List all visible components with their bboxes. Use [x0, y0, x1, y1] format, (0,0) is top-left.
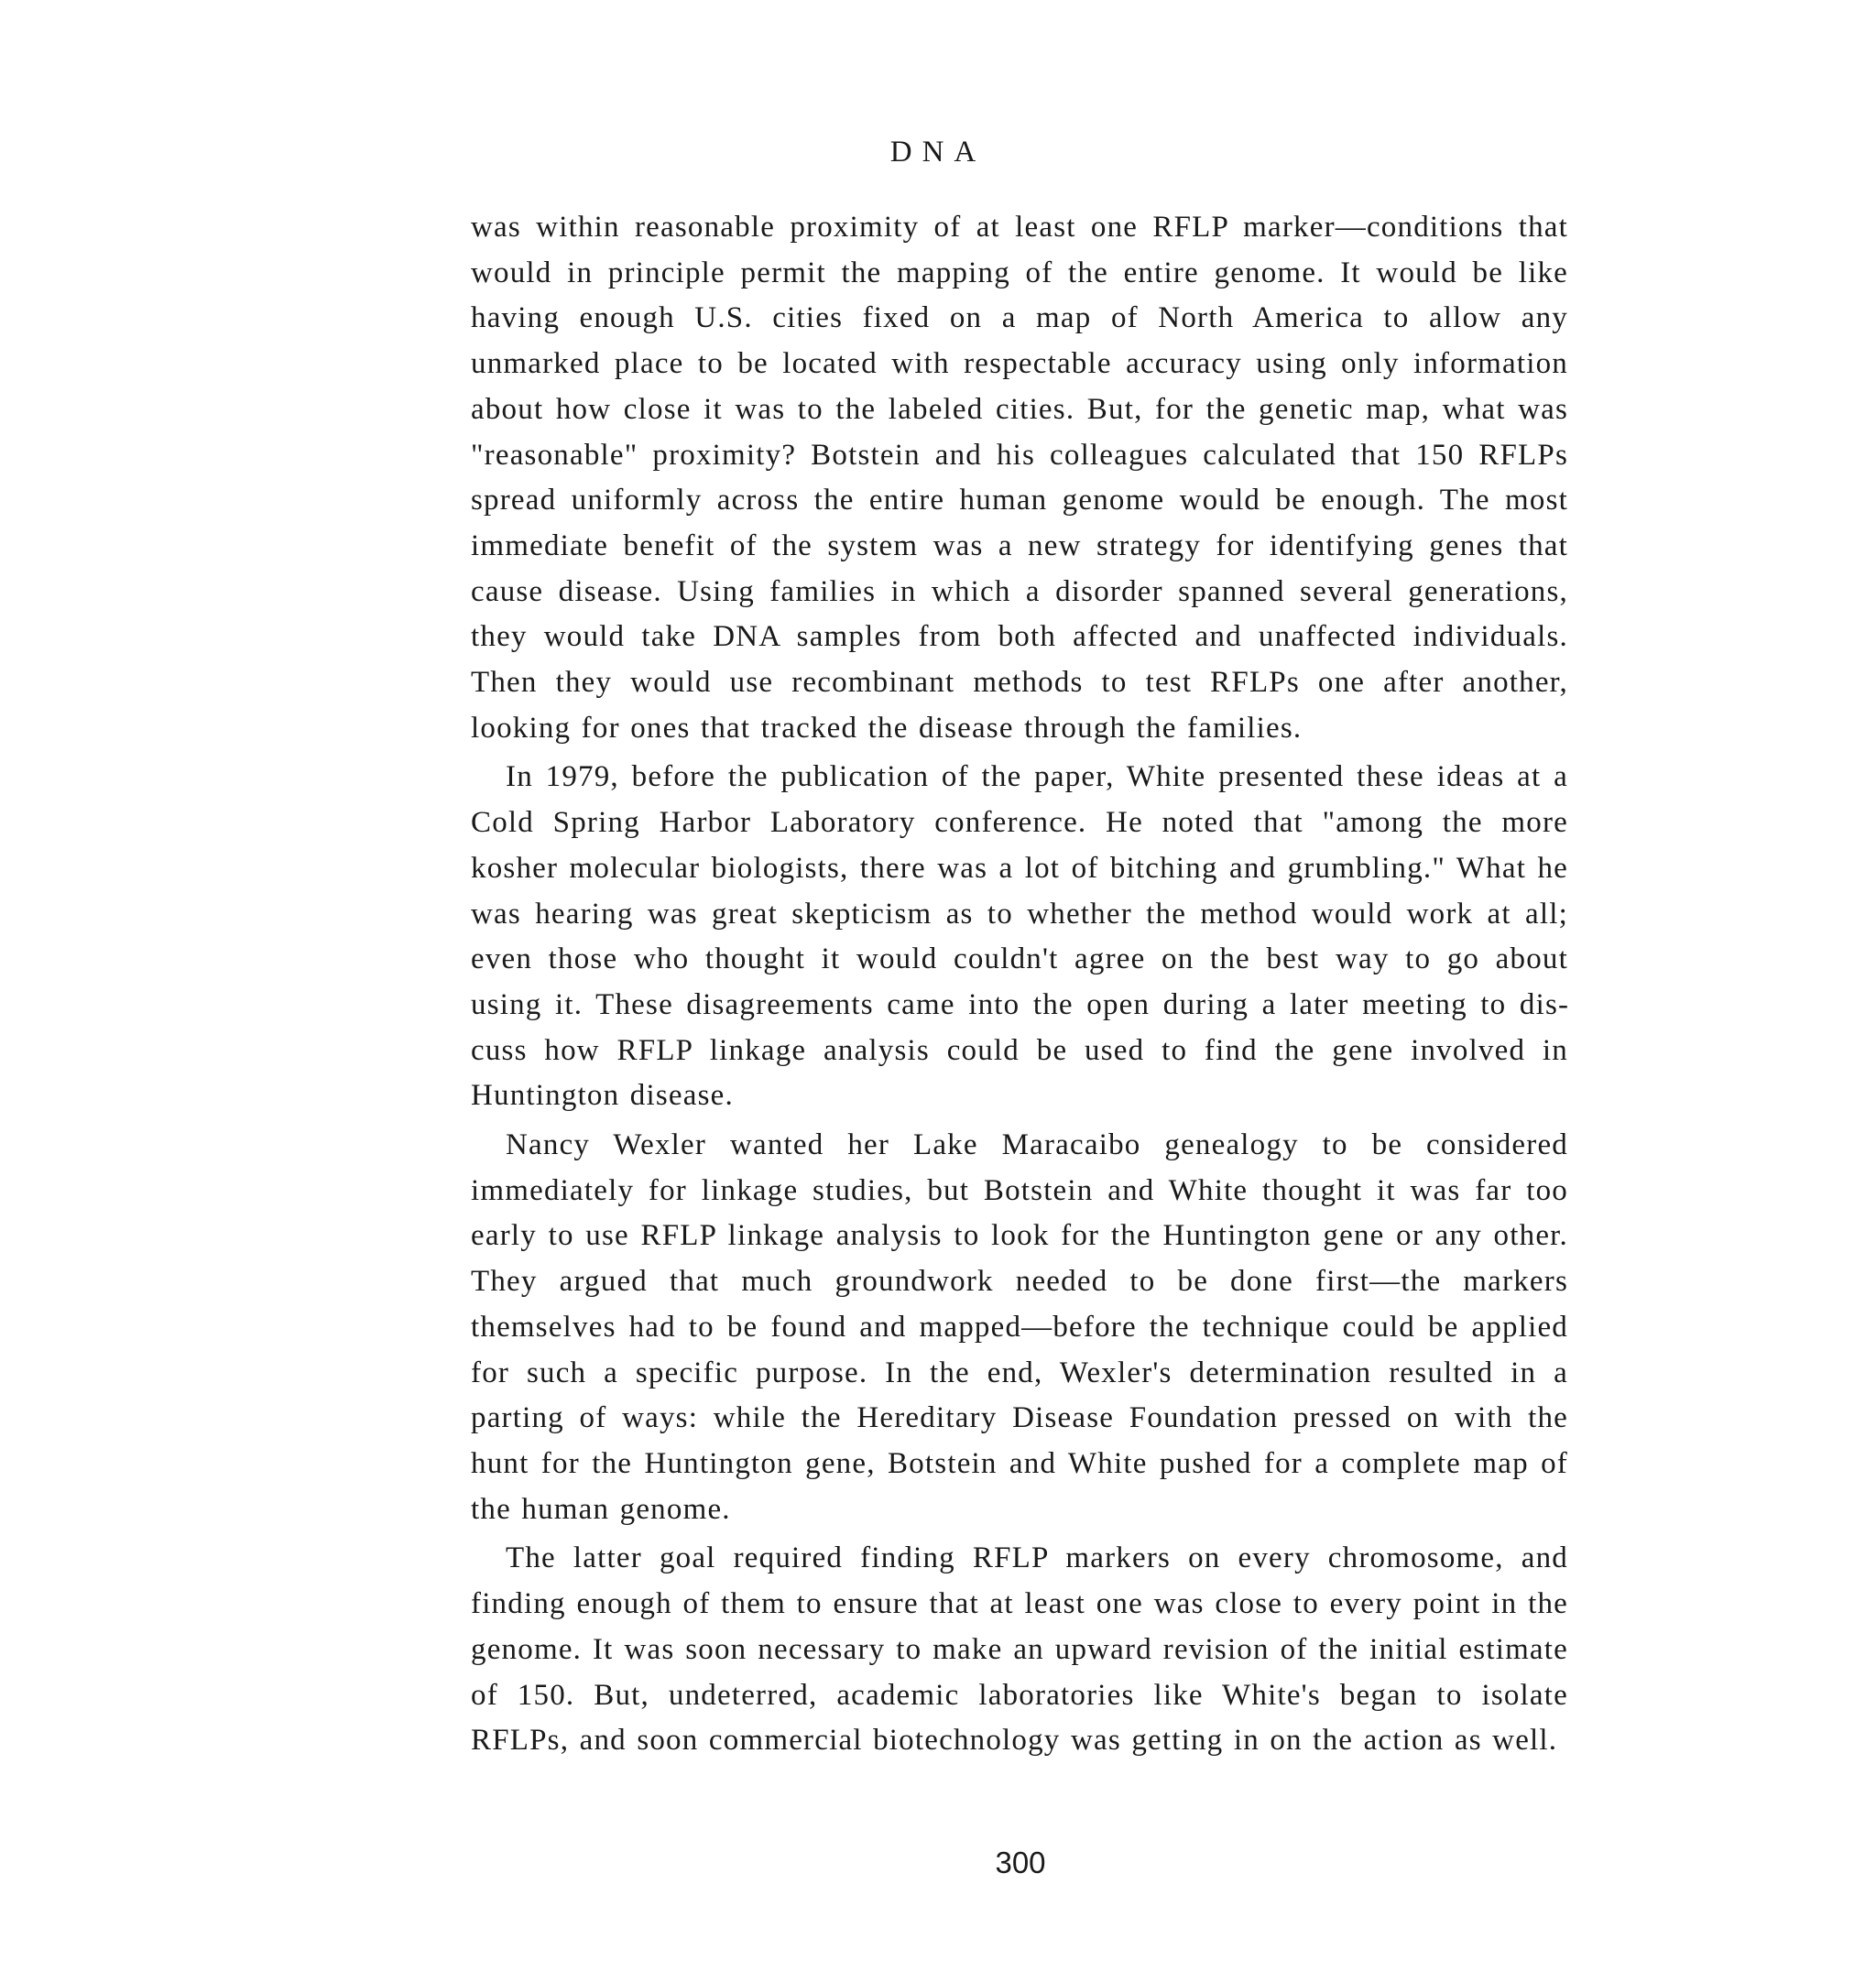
paragraph-nancy-wexler: Nancy Wexler wanted her Lake Maracaibo genealogy to be considered immediately for linkage studies, but Botstein and White thought it was far too early to use RFLP linkage analysis to look for the Huntington gene or any other. They argued that much groundwork needed to be done first—the markers themselves had to be found and mapped—before the technique could be applied for such a specific purpose. In the end, Wexler's determination resulted in a parting of ways: while the Hereditary Disease Foundation pressed on with the hunt for the Huntington gene, Botstein and White pushed for a complete map of the human genome. [471, 1128, 1568, 1526]
paragraph-latter-goal: The latter goal required finding RFLP markers on every chromosome, and finding enough of them to ensure that at least one was close to every point in the genome. It was soon necessary to make an upward revision of the initial estimate of 150. But, undeterred, academic laboratories like White's began to isolate RFLPs, and soon commercial biotechnology was getting in on the action as well. [471, 1541, 1568, 1758]
paragraph-continued: was within reasonable proximity of at least one RFLP marker—conditions that would in principle permit the mapping of the entire genome. It would be like having enough U.S. cities fixed on a map of North America to allow any unmarked place to be located with respectable accuracy using only information about how close it was to the labeled cities. But, for the genetic map, what was "reasonable" proximity? Botstein and his colleagues calculated that 150 RFLPs spread uniformly across the entire human genome would be enough. The most immediate benefit of the system was a new strategy for identifying genes that cause disease. Using families in which a disorder spanned several generations, they would take DNA samples from both affected and unaffected individuals. Then they would use recombinant methods to test RFLPs one after another, looking for ones that tracked the disease through the families. [471, 211, 1568, 745]
running-head: DNA [889, 136, 987, 169]
body-text [471, 205, 1568, 1768]
page-number: 300 [995, 1846, 1046, 1879]
paragraph-cold-spring-harbor: In 1979, before the publication of the paper, White presented these ideas at a Cold Spring Harbor Laboratory conference. He noted that "among the more kosher molecular biologists, there was a lot of bitching and grumbling." What he was hearing was great skepticism as to whether the method would work at all; even those who thought it would couldn't agree on the best way to go about using it. These disagreements came into the open during a later meeting to discuss how RFLP linkage analysis could be used to find the gene involved in Huntington disease. [471, 760, 1568, 1113]
